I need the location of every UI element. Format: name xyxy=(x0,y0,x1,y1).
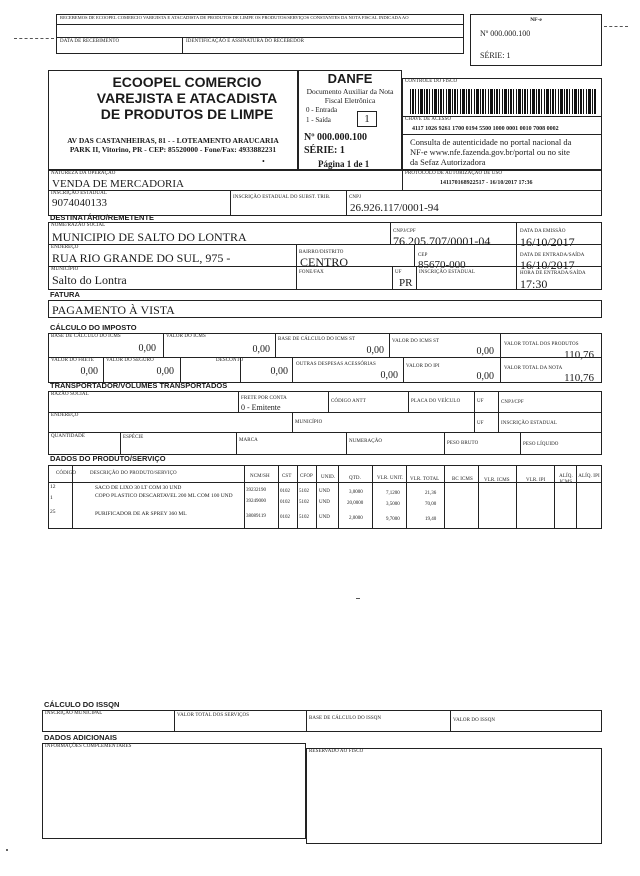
barcode-image xyxy=(410,89,596,114)
danfe-entrada: 0 - Entrada xyxy=(306,106,338,114)
table-row-2-codigo: 1 xyxy=(50,495,53,501)
ie-st-label: INSCRIÇÃO ESTADUAL DO SUBST. TRIB. xyxy=(233,195,331,200)
info-complementares-label: INFORMAÇÕES COMPLEMENTARES xyxy=(45,744,132,749)
transp-marca-label: MARCA xyxy=(239,438,258,443)
desconto-value: 0,00 xyxy=(270,366,288,377)
reservado-fisco-box xyxy=(306,748,602,844)
transp-uf-label: UF xyxy=(477,399,484,404)
consulta-line-1: Consulta de autenticidade no portal nacional da xyxy=(410,137,572,147)
dest-ie-label: INSCRIÇÃO ESTADUAL xyxy=(419,270,475,275)
transp-numeracao-label: NUMERAÇÃO xyxy=(349,439,383,444)
dest-fone-label: FONE/FAX xyxy=(299,270,324,275)
valor-st-label: VALOR DO ICMS ST xyxy=(392,339,440,344)
total-produtos-label: VALOR TOTAL DOS PRODUTOS xyxy=(504,342,579,347)
transportador-section-title: TRANSPORTADOR/VOLUMES TRANSPORTADOS xyxy=(50,381,228,390)
dest-saida-value: 16/10/2017 xyxy=(520,258,575,272)
table-row-3-ncm: 38089119 xyxy=(246,514,266,519)
transp-antt-label: CÓDIGO ANTT xyxy=(331,399,366,404)
dest-endereco-value: RUA RIO GRANDE DO SUL, 975 - xyxy=(52,251,231,265)
cnpj-label: CNPJ xyxy=(349,195,362,200)
table-row-2-unid: UND xyxy=(319,500,330,505)
scan-mark xyxy=(356,598,360,599)
dest-cep-value: 85670-000 xyxy=(418,259,466,271)
ie-value: 9074040133 xyxy=(52,197,107,209)
table-row-1-total: 21,36 xyxy=(425,491,437,496)
cut-line-right xyxy=(604,26,628,27)
table-row-3-cst: 0102 xyxy=(280,515,290,520)
danfe-tipo: 1 xyxy=(357,111,377,127)
issqn-total-label: VALOR TOTAL DOS SERVIÇOS xyxy=(177,713,250,718)
data-recebimento-label: DATA DE RECEBIMENTO xyxy=(60,39,120,44)
emitente-endereco2: PARK II, Vitorino, PR - CEP: 85520000 - Fone/Fax: 4933882231 xyxy=(69,145,277,154)
transp-quantidade-label: QUANTIDADE xyxy=(51,434,86,439)
destinatario-section-title: DESTINATÁRIO/REMETENTE xyxy=(50,213,155,222)
col-header-bc-icms: BC ICMS xyxy=(452,477,473,482)
transp-razao-label: RAZÃO SOCIAL xyxy=(51,392,89,397)
dest-emissao-value: 16/10/2017 xyxy=(520,235,575,249)
transp-endereco-label: ENDEREÇO xyxy=(51,413,79,418)
table-row-2-ncm: 39249000 xyxy=(246,499,266,504)
ipi-value: 0,00 xyxy=(476,371,494,382)
issqn-base-label: BASE DE CÁLCULO DO ISSQN xyxy=(309,716,382,721)
danfe-numero: Nº 000.000.100 xyxy=(304,132,368,143)
outras-value: 0,00 xyxy=(380,370,398,381)
table-row-3-total: 19,40 xyxy=(425,517,437,522)
canhoto-recebemos: RECEBEMOS DE ECOOPEL COMERCIO VAREJISTA E ATACADISTA DE PRODUTOS DE LIMPE OS PRODUTOS/SERVIÇOS CONSTANTES DA NOTA FISCAL INDICADA AO xyxy=(60,15,409,20)
dest-cep-label: CEP xyxy=(418,253,428,258)
table-row-1-unid: UND xyxy=(319,489,330,494)
ipi-label: VALOR DO IPI xyxy=(406,364,440,369)
outras-label: OUTRAS DESPESAS ACESSÓRIAS xyxy=(296,362,376,367)
col-header-cfop: CFOP xyxy=(300,474,313,479)
table-row-2-total: 70,00 xyxy=(425,502,437,507)
table-row-1-cst: 0102 xyxy=(280,489,290,494)
transp-especie-label: ESPÉCIE xyxy=(123,435,144,440)
danfe-subtitle-1: Documento Auxiliar da Nota xyxy=(306,87,394,96)
chave-label: CHAVE DE ACESSO xyxy=(405,117,452,122)
canhoto-nfe: NF-e xyxy=(530,17,542,23)
natureza-value: VENDA DE MERCADORIA xyxy=(52,178,184,190)
cut-line xyxy=(14,38,54,39)
dest-saida-label: DATA DE ENTRADA/SAÍDA xyxy=(520,253,585,258)
dest-municipio-value: Salto do Lontra xyxy=(52,273,127,287)
adicionais-section-title: DADOS ADICIONAIS xyxy=(44,733,118,742)
seguro-label: VALOR DO SEGURO xyxy=(106,358,154,363)
col-header-descricao: DESCRIÇÃO DO PRODUTO/SERVIÇO xyxy=(90,471,177,476)
frete-value: 0,00 xyxy=(80,366,98,377)
col-header-aliq-ipi: ALÍQ. IPI xyxy=(578,474,600,479)
table-row-3-codigo: 25 xyxy=(50,509,56,515)
dest-cnpj-value: 76.205.707/0001-04 xyxy=(393,234,491,248)
consulta-line-3: da Sefaz Autorizadora xyxy=(410,157,486,167)
issqn-valor-label: VALOR DO ISSQN xyxy=(453,718,496,723)
transp-peso-liquido-label: PESO LÍQUIDO xyxy=(523,442,559,447)
col-header-vlr-ipi: VLR. IPI xyxy=(526,478,546,483)
emitente-nome: ECOOPEL COMERCIO VAREJISTA E ATACADISTA DE PRODUTOS DE LIMPE xyxy=(96,74,278,122)
col-header-vlr-icms: VLR. ICMS xyxy=(484,478,510,483)
valor-icms-label: VALOR DO ICMS xyxy=(166,334,206,339)
table-row-3-descricao: PURIFICADOR DE AR SPREY 360 ML xyxy=(95,511,187,517)
produtos-section-title: DADOS DO PRODUTO/SERVIÇO xyxy=(50,454,166,463)
canhoto-numero: Nº 000.000.100 xyxy=(480,29,531,38)
danfe-title: DANFE xyxy=(327,71,373,86)
col-header-unit: VLR. UNIT. xyxy=(377,476,404,481)
dest-nome-value: MUNICIPIO DE SALTO DO LONTRA xyxy=(52,230,247,244)
valor-st-value: 0,00 xyxy=(476,346,494,357)
col-header-unid: UNID. xyxy=(321,475,336,480)
dest-endereco-label: ENDEREÇO xyxy=(51,245,79,250)
danfe-pagina: Página 1 de 1 xyxy=(318,159,370,169)
table-row-3-unid: UND xyxy=(319,515,330,520)
transp-uf2-label: UF xyxy=(477,421,484,426)
dest-uf-label: UF xyxy=(395,270,402,275)
table-row-1-unit: 7,1200 xyxy=(386,491,400,496)
scan-mark-2 xyxy=(6,849,8,851)
table-row-3-cfop: 5102 xyxy=(299,515,309,520)
danfe-saida: 1 - Saída xyxy=(306,116,331,124)
table-row-2-cst: 0102 xyxy=(280,500,290,505)
imposto-section-title: CÁLCULO DO IMPOSTO xyxy=(50,323,137,332)
table-row-2-cfop: 5102 xyxy=(299,500,309,505)
seguro-value: 0,00 xyxy=(156,366,174,377)
dest-nome-label: NOME/RAZÃO SOCIAL xyxy=(51,223,106,228)
operacao-box xyxy=(48,170,602,216)
protocolo-label: PROTOCOLO DE AUTORIZAÇÃO DE USO xyxy=(405,171,503,176)
table-row-2-qtd: 20,0000 xyxy=(347,501,364,506)
transp-frete-value: 0 - Emitente xyxy=(241,403,281,412)
col-header-total: VLR. TOTAL xyxy=(410,477,440,482)
dest-bairro-label: BAIRRO/DISTRITO xyxy=(299,250,344,255)
col-header-cst: CST xyxy=(282,474,292,479)
table-row-1-qtd: 3,0000 xyxy=(349,490,363,495)
col-header-qtd: QTD. xyxy=(349,476,361,481)
canhoto-serie: SÉRIE: 1 xyxy=(480,51,511,60)
col-header-aliq-icms: ALÍQ. ICMS xyxy=(559,474,573,485)
transp-cnpj-label: CNPJ/CPF xyxy=(501,400,524,405)
chave-value: 4117 1026 9261 1700 0194 5500 1000 0001 0010 7008 0002 xyxy=(412,126,559,132)
valor-icms-value: 0,00 xyxy=(252,344,270,355)
transp-placa-label: PLACA DO VEÍCULO xyxy=(411,399,461,404)
base-icms-label: BASE DE CÁLCULO DO ICMS xyxy=(51,334,121,339)
table-row-1-codigo: 12 xyxy=(50,484,56,490)
table-row-1-ncm: 39232190 xyxy=(246,488,266,493)
reservado-fisco-label: RESERVADO AO FISCO xyxy=(309,749,364,754)
frete-label: VALOR DO FRETE xyxy=(51,358,94,363)
total-nota-label: VALOR TOTAL DA NOTA xyxy=(504,366,563,371)
table-row-2-descricao: COPO PLASTICO DESCARTAVEL 200 ML COM 100 UND xyxy=(95,493,233,499)
transp-frete-label: FRETE POR CONTA xyxy=(241,396,287,401)
issqn-im-label: INSCRIÇÃO MUNICIPAL xyxy=(45,711,103,716)
dest-hora-label: HORA DE ENTRADA/SAÍDA xyxy=(520,271,586,276)
transp-peso-bruto-label: PESO BRUTO xyxy=(447,441,479,446)
base-st-value: 0,00 xyxy=(366,345,384,356)
col-header-codigo: CÓDIGO xyxy=(56,471,77,476)
dest-hora-value: 17:30 xyxy=(520,277,548,291)
controle-fisco-label: CONTROLE DO FISCO xyxy=(405,79,458,84)
danfe-serie: SÉRIE: 1 xyxy=(304,145,345,156)
fatura-section-title: FATURA xyxy=(50,290,80,299)
total-nota-value: 110,76 xyxy=(564,372,594,384)
danfe-subtitle-2: Fiscal Eletrônica xyxy=(324,96,376,105)
dest-municipio-label: MUNICÍPIO xyxy=(51,267,79,272)
desconto-label: DESCONTO xyxy=(216,358,244,363)
dest-uf-value: PR xyxy=(399,277,413,289)
table-row-3-unit: 9,7000 xyxy=(386,517,400,522)
table-row-2-unit: 3,5000 xyxy=(386,502,400,507)
emitente-dot: • xyxy=(262,157,265,166)
total-produtos-value: 110,76 xyxy=(564,349,594,361)
table-row-1-descricao: SACO DE LIXO 30 LT COM 30 UND xyxy=(95,485,182,491)
consulta-line-2: NF-e www.nfe.fazenda.gov.br/portal ou no site xyxy=(410,147,570,157)
emitente-endereco1: AV DAS CASTANHEIRAS, 81 - - LOTEAMENTO ARAUCARIA xyxy=(67,136,279,145)
identificacao-label: IDENTIFICAÇÃO E ASSINATURA DO RECEBEDOR xyxy=(186,39,305,44)
table-row-3-qtd: 2,0000 xyxy=(349,516,363,521)
issqn-section-title: CÁLCULO DO ISSQN xyxy=(44,700,120,709)
ie-label: INSCRIÇÃO ESTADUAL xyxy=(51,191,107,196)
transp-ie-label: INSCRIÇÃO ESTADUAL xyxy=(501,421,557,426)
protocolo-value: 141170168922517 - 16/10/2017 17:36 xyxy=(440,180,533,186)
cnpj-value: 26.926.117/0001-94 xyxy=(350,202,439,214)
col-header-ncm: NCM/SH xyxy=(250,474,270,479)
natureza-label: NATUREZA DA OPERAÇÃO xyxy=(51,171,116,176)
dest-cnpj-label: CNPJ/CPF xyxy=(393,229,416,234)
base-st-label: BASE DE CÁLCULO DO ICMS ST xyxy=(278,337,356,342)
transp-municipio-label: MUNICÍPIO xyxy=(295,420,323,425)
dest-bairro-value: CENTRO xyxy=(300,255,348,269)
table-row-1-cfop: 5102 xyxy=(299,489,309,494)
base-icms-value: 0,00 xyxy=(138,343,156,354)
dest-emissao-label: DATA DA EMISSÃO xyxy=(520,229,566,234)
info-complementares-box xyxy=(42,743,306,839)
fatura-texto: PAGAMENTO À VISTA xyxy=(52,303,175,317)
